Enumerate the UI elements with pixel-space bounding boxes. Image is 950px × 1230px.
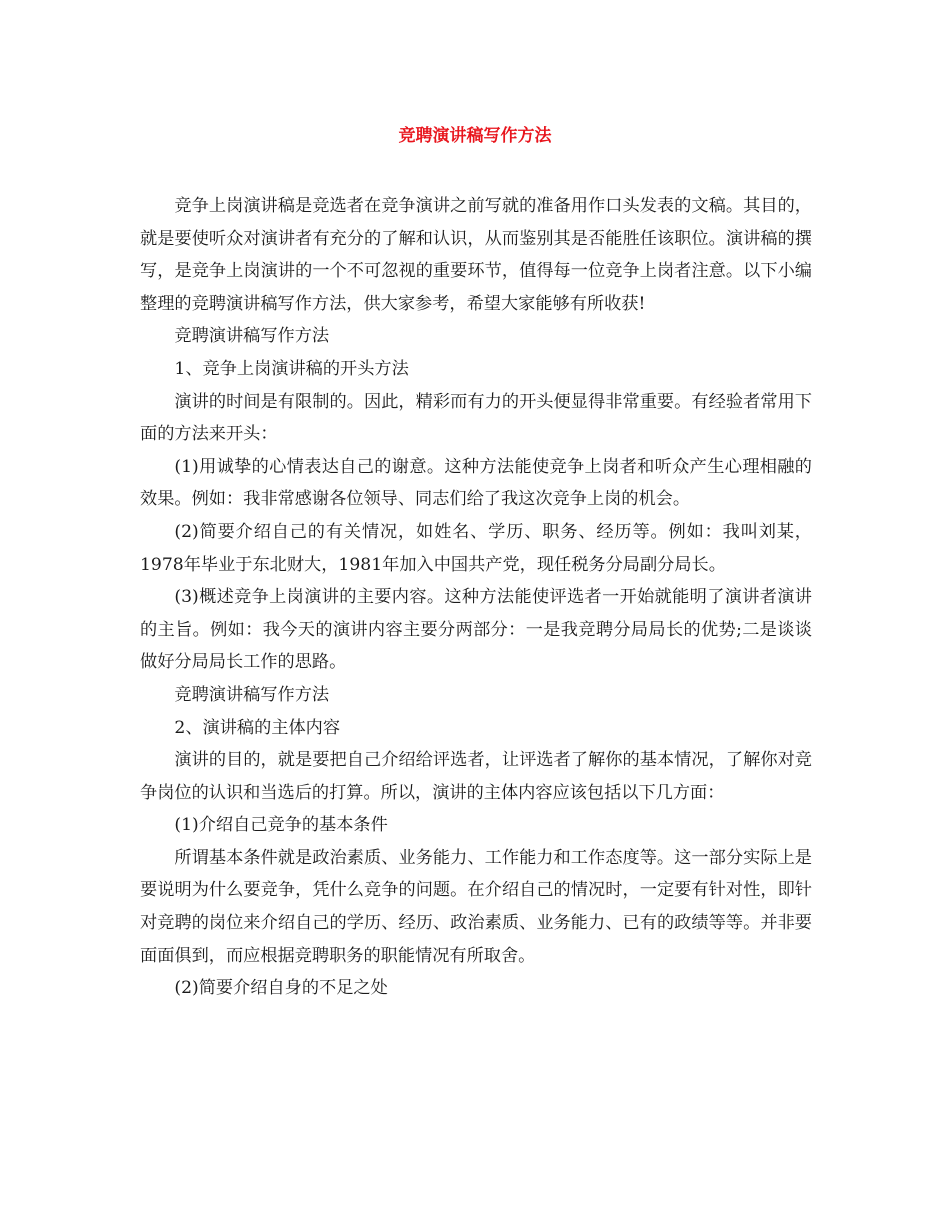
subheading-main-content: 2、演讲稿的主体内容 <box>174 717 341 738</box>
section-heading: 竞聘演讲稿写作方法 <box>174 326 330 347</box>
body-paragraph: 所谓基本条件就是政治素质、业务能力、工作能力和工作态度等。这一部分实际上是要说明为什么要竞争，凭什么竞争的问题。在介绍自己的情况时，一定要有针对性，即针对竞聘的岗位来介绍自己的学历、经历、政治素质、业务能力、已有的政绩等等。并非要面面俱到，而应根据竞聘职务的职能情况有所取舍。 <box>140 847 812 966</box>
list-item-2: (2)简要介绍自身的不足之处 <box>174 978 388 999</box>
list-item-3: (3)概述竞争上岗演讲的主要内容。这种方法能使评选者一开始就能明了演讲者演讲的主旨。例如：我今天的演讲内容主要分两部分：一是我竞聘分局局长的优势;二是谈谈做好分局局长工作的思路。 <box>140 587 812 673</box>
document-title: 竞聘演讲稿写作方法 <box>398 126 552 146</box>
subheading-opening-methods: 1、竞争上岗演讲稿的开头方法 <box>174 358 409 379</box>
list-item-1: (1)介绍自己竞争的基本条件 <box>174 815 388 836</box>
intro-paragraph: 竞争上岗演讲稿是竞选者在竞争演讲之前写就的准备用作口头发表的文稿。其目的，就是要使听众对演讲者有充分的了解和认识，从而鉴别其是否能胜任该职位。演讲稿的撰写，是竞争上岗演讲的一个不可忽视的重要环节，值得每一位竞争上岗者注意。以下小编整理的竞聘演讲稿写作方法，供大家参考，希望大家能够有所收获! <box>140 196 812 314</box>
body-paragraph: 演讲的目的，就是要把自己介绍给评选者，让评选者了解你的基本情况，了解你对竞争岗位的认识和当选后的打算。所以，演讲的主体内容应该包括以下几方面： <box>140 750 812 803</box>
list-item-2: (2)简要介绍自己的有关情况，如姓名、学历、职务、经历等。例如：我叫刘某，1978年毕业于东北财大，1981年加入中国共产党，现任税务分局副分局长。 <box>140 521 812 575</box>
section-heading: 竞聘演讲稿写作方法 <box>174 684 330 705</box>
body-paragraph: 演讲的时间是有限制的。因此，精彩而有力的开头便显得非常重要。有经验者常用下面的方法来开头： <box>140 391 812 445</box>
list-item-1: (1)用诚挚的心情表达自己的谢意。这种方法能使竞争上岗者和听众产生心理相融的效果。例如：我非常感谢各位领导、同志们给了我这次竞争上岗的机会。 <box>140 456 812 510</box>
document-body <box>140 190 812 1005</box>
